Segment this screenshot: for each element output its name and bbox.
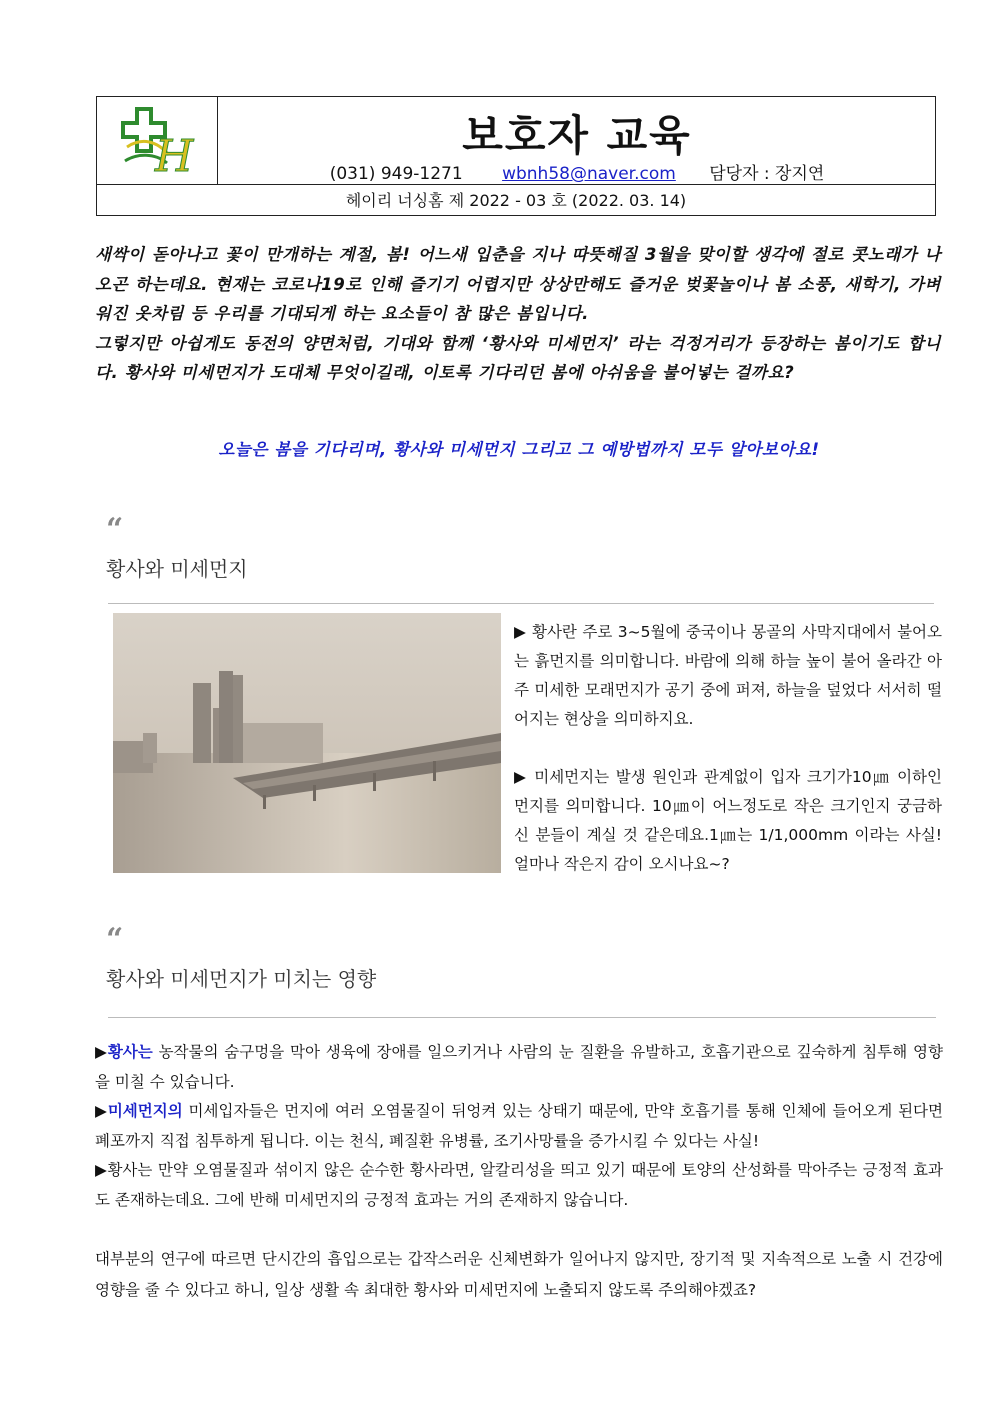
contact-line xyxy=(218,159,936,184)
effect-text: 농작물의 숨구멍을 막아 생육에 장애를 일으키거나 사람의 눈 질환을 유발하고, 호흡기관으로 깊숙하게 침투해 영향을 미칠 수 있습니다. xyxy=(95,1043,944,1091)
email-link[interactable]: wbnh58@naver.com xyxy=(502,164,676,184)
effect-text: 미세입자들은 먼지에 여러 오염물질이 뒤엉켜 있는 상태기 때문에, 만약 호흡기를 통해 인체에 들어오게 된다면 폐포까지 직접 침투하게 됩니다. 이는 천식, 폐질환 유병률, 조기사망률을 증가시킬 수 있다는 사실! xyxy=(95,1102,943,1150)
section-title-effects: 황사와 미세먼지가 미치는 영향 xyxy=(106,967,377,991)
nursing-home-logo xyxy=(97,97,217,184)
section-divider-2 xyxy=(108,1017,936,1018)
effect-item-positive: ▶황사는 만약 오염물질과 섞이지 않은 순수한 황사라면, 알칼리성을 띄고 있기 때문에 토양의 산성화를 막아주는 긍정적 효과도 존재하는데요. 그에 반해 미세먼지의 긍정적 효과는 거의 존재하지 않습니다. xyxy=(95,1161,943,1209)
bullet-marker: ▶ xyxy=(95,1102,108,1120)
keyword-yellow-dust: 황사는 xyxy=(107,1043,153,1061)
intro-highlight: 오늘은 봄을 기다리며, 황사와 미세먼지 그리고 그 예방법까지 모두 알아보아요! xyxy=(218,440,820,459)
quote-icon-2: “ xyxy=(106,922,124,957)
effects-list xyxy=(95,1038,943,1215)
closing-paragraph xyxy=(95,1244,943,1306)
logo-letter: H xyxy=(155,131,194,182)
section-title-dust: 황사와 미세먼지 xyxy=(106,557,248,581)
issue-info: 헤이리 너싱홈 제 2022 - 03 호 (2022. 03. 14) xyxy=(97,184,935,217)
logo-cell xyxy=(97,97,218,184)
yellow-dust-definition: ▶ 황사란 주로 3~5월에 중국이나 몽골의 사막지대에서 불어오는 흙먼지를 의미합니다. 바람에 의해 하늘 높이 불어 올라간 아주 미세한 모래먼지가 공기 중에 퍼져, 하늘을 덮었다 서서히 떨어지는 현상을 의미하지요. xyxy=(514,623,942,728)
phone-number: (031) 949-1271 xyxy=(329,164,463,184)
intro-paragraph-1: 새싹이 돋아나고 꽃이 만개하는 계절, 봄! 어느새 입춘을 지나 따뜻해질 3월을 맞이할 생각에 절로 콧노래가 나오곤 하는데요. 현재는 코로나19로 인해 즐기기 어렵지만 상상만해도 즐거운 벚꽃놀이나 봄 소풍, 새학기, 가벼워진 옷차림 등 우리를 기대되게 하는 요소들이 참 많은 봄입니다. xyxy=(95,245,941,323)
closing-text: 대부분의 연구에 따르면 단시간의 흡입으로는 갑작스러운 신체변화가 일어나지 않지만, 장기적 및 지속적으로 노출 시 건강에 영향을 줄 수 있다고 하니, 일상 생활 속 최대한 황사와 미세먼지에 노출되지 않도록 주의해야겠죠? xyxy=(95,1250,943,1299)
manager-name: 담당자 : 장지연 xyxy=(709,164,825,184)
keyword-fine-dust: 미세먼지의 xyxy=(107,1102,183,1120)
section-divider xyxy=(108,603,934,604)
newsletter-header xyxy=(96,96,936,216)
effect-item-fine-dust xyxy=(95,1097,943,1156)
fine-dust-definition: ▶ 미세먼지는 발생 원인과 관계없이 입자 크기가10㎛ 이하인 먼지를 의미합니다. 10㎛이 어느정도로 작은 크기인지 궁금하신 분들이 계실 것 같은데요.1㎛는 1/1,000mm 이라는 사실! 얼마나 작은지 감이 오시나요~? xyxy=(514,768,942,873)
dust-definitions xyxy=(514,618,942,879)
hazy-city-photo xyxy=(113,613,501,873)
effect-item-yellow-dust xyxy=(95,1038,943,1097)
bullet-marker: ▶ xyxy=(95,1043,108,1061)
intro-text xyxy=(95,240,941,388)
page-title: 보호자 교육 xyxy=(462,111,692,160)
quote-icon: “ xyxy=(106,512,124,547)
intro-paragraph-2: 그렇지만 아쉽게도 동전의 양면처럼, 기대와 함께 ‘황사와 미세먼지’ 라는 걱정거리가 등장하는 봄이기도 합니다. 황사와 미세먼지가 도대체 무엇이길래, 이토록 기다리던 봄에 아쉬움을 불어넣는 걸까요? xyxy=(95,333,941,382)
